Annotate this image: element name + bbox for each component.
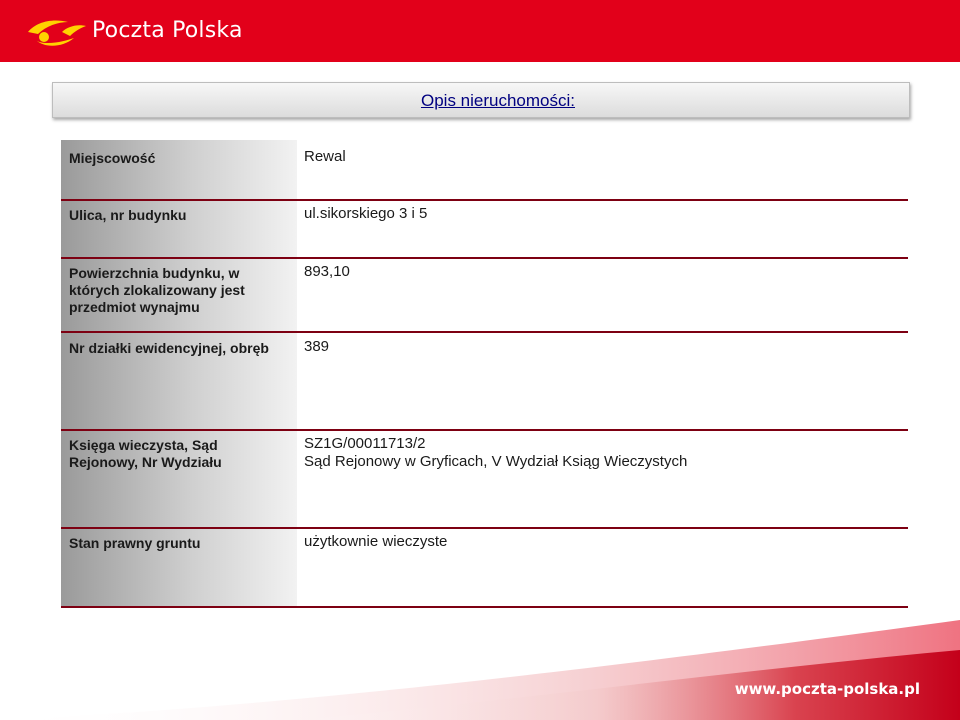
row-value-ulica <box>304 205 904 223</box>
row-label-ulica: Ulica, nr budynku <box>69 207 187 223</box>
footer-url[interactable]: www.poczta-polska.pl <box>734 680 920 698</box>
value-line: 893,10 <box>304 263 350 280</box>
row-label-stan-prawny: Stan prawny gruntu <box>69 535 201 551</box>
row-label-ksiega: Księga wieczysta, Sąd Rejonowy, Nr Wydziału <box>69 437 222 470</box>
value-line: 389 <box>304 338 330 355</box>
row-separator <box>61 331 908 333</box>
row-label-powierzchnia: Powierzchnia budynku, w których zlokalizowany jest przedmiot wynajmu <box>69 265 245 315</box>
row-separator <box>61 429 908 431</box>
post-horn-icon <box>22 10 90 50</box>
row-label-dzialka: Nr działki ewidencyjnej, obręb <box>69 340 269 356</box>
row-value-powierzchnia <box>304 263 904 281</box>
row-label-miejscowosc: Miejscowość <box>69 150 156 166</box>
value-line: Rewal <box>304 148 346 165</box>
value-line: użytkownie wieczyste <box>304 533 448 550</box>
page-title: Opis nieruchomości: <box>420 91 575 110</box>
row-separator <box>61 199 908 201</box>
row-value-ksiega <box>304 435 904 471</box>
row-separator <box>61 257 908 259</box>
logo-text: Poczta Polska <box>92 17 243 43</box>
value-line: ul.sikorskiego 3 i 5 <box>304 205 428 222</box>
row-value-miejscowosc <box>304 148 904 166</box>
row-value-stan-prawny <box>304 533 904 551</box>
header-bar <box>0 0 960 62</box>
value-line: SZ1G/00011713/2 <box>304 435 426 452</box>
title-box <box>52 82 910 118</box>
row-value-dzialka <box>304 338 904 356</box>
row-separator <box>61 527 908 529</box>
poczta-polska-logo <box>22 10 243 50</box>
footer-swoosh <box>0 580 960 720</box>
value-line: Sąd Rejonowy w Gryficach, V Wydział Ksiąg Wieczystych <box>304 453 688 470</box>
